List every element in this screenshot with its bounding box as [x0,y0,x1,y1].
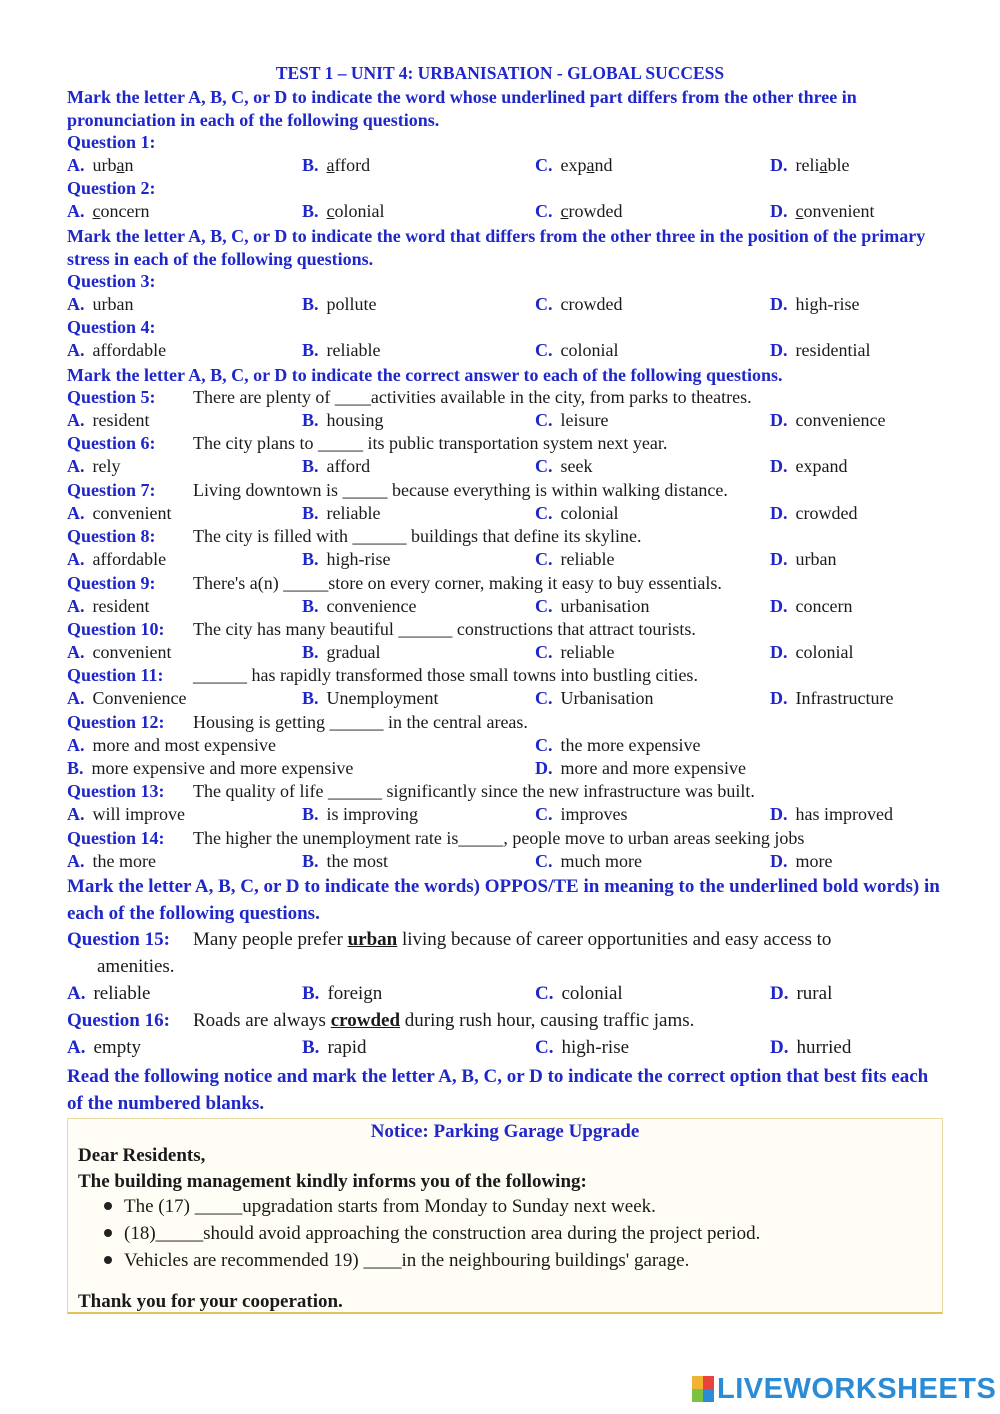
question-text: ______ has rapidly transformed those small towns into bustling cities. [193,665,698,685]
page-title: TEST 1 – UNIT 4: URBANISATION - GLOBAL SUCCESS [275,63,725,83]
question-4-options [67,340,947,363]
liveworksheets-logo [692,1374,996,1404]
option-b[interactable]: B. afford [302,155,371,175]
question-5-options [67,410,947,433]
question-text: There are plenty of ____activities available in the city, from parks to theatres. [193,387,752,407]
option-b[interactable]: B. colonial [302,201,385,221]
option-a[interactable]: A. empty [67,1037,141,1058]
question-label: Question 15: [67,929,170,950]
option-b[interactable]: B. rapid [302,1037,367,1058]
question-16 [67,1010,947,1033]
option-c[interactable]: C. crowded [535,201,623,221]
option-a[interactable]: A. concern [67,201,150,221]
option-c[interactable]: C. reliable [535,642,615,662]
option-d[interactable]: D. rural [770,983,833,1004]
question-2 [67,178,947,201]
question-5 [67,387,947,410]
question-14-options [67,851,947,874]
question-label: Question 8: [67,526,156,546]
option-d[interactable]: D. urban [770,549,837,569]
notice-box [67,1118,943,1314]
question-10 [67,619,947,642]
instruction-correct-answer: Mark the letter A, B, C, or D to indicate the correct answer to each of the following questions. [67,365,783,385]
instruction-opposite: Mark the letter A, B, C, or D to indicate the words) OPPOS/TE in meaning to the underlined bold words) in each of the following questions. [67,876,940,924]
option-a[interactable]: A. convenient [67,642,172,662]
question-label: Question 3: [67,271,156,291]
question-label: Question 16: [67,1010,170,1031]
question-3 [67,271,947,294]
question-text: The higher the unemployment rate is_____, people move to urban areas seeking jobs [193,828,805,848]
option-a[interactable]: A. resident [67,596,150,616]
option-a[interactable]: A. reliable [67,983,151,1004]
question-text: The city has many beautiful ______ constructions that attract tourists. [193,619,696,639]
question-6 [67,433,947,456]
bullet-icon [104,1229,112,1237]
question-8 [67,526,947,549]
option-b[interactable]: B. housing [302,410,384,430]
option-d[interactable]: D. crowded [770,503,858,523]
option-a[interactable]: A. resident [67,410,150,430]
question-1 [67,132,947,155]
question-9 [67,573,947,596]
option-a[interactable]: A. will improve [67,804,185,824]
underlined-word: urban [347,929,398,950]
question-15-continuation: amenities. [97,956,175,977]
option-d[interactable]: D. has improved [770,804,893,824]
question-12-options-row-2 [67,758,947,781]
option-a[interactable]: A. urban [67,294,134,314]
option-d[interactable]: D. reliable [770,155,850,175]
option-c[interactable]: C. seek [535,456,593,476]
question-4 [67,317,947,340]
instruction-stress: Mark the letter A, B, C, or D to indicate the word that differs from the other three in the position of the primary stress in each of the following questions. [67,226,926,269]
option-d[interactable]: D. concern [770,596,853,616]
option-d[interactable]: D. residential [770,340,871,360]
question-label: Question 14: [67,828,165,848]
option-d[interactable]: D. hurried [770,1037,852,1058]
option-c[interactable]: C. reliable [535,549,615,569]
notice-intro: The building management kindly informs you of the following: [78,1171,587,1192]
question-15-options [67,983,947,1006]
option-b[interactable]: B. pollute [302,294,377,314]
question-7-options [67,503,947,526]
question-11 [67,665,947,688]
option-c[interactable]: C. urbanisation [535,596,650,616]
question-label: Question 2: [67,178,156,198]
question-label: Question 9: [67,573,156,593]
notice-closing: Thank you for your cooperation. [78,1291,343,1312]
question-13 [67,781,947,804]
option-c[interactable]: C. leisure [535,410,609,430]
option-b[interactable]: B. reliable [302,340,381,360]
option-a[interactable]: A. urban [67,155,134,175]
option-d[interactable]: D. convenience [770,410,886,430]
question-label: Question 7: [67,480,156,500]
option-c[interactable]: C. much more [535,851,642,871]
question-label: Question 13: [67,781,165,801]
option-c[interactable]: C. the more expensive [535,735,701,755]
option-a[interactable]: A. rely [67,456,121,476]
question-text: Many people prefer urban living because of career opportunities and easy access to [193,929,832,950]
question-9-options [67,596,947,619]
option-d[interactable]: D. high-rise [770,294,860,314]
option-b[interactable]: B. afford [302,456,371,476]
question-label: Question 6: [67,433,156,453]
option-a[interactable]: A. the more [67,851,156,871]
option-a[interactable]: A. more and most expensive [67,735,276,755]
option-c[interactable]: C. expand [535,155,613,175]
watermark-text: LIVEWORKSHEETS [717,1372,997,1405]
question-label: Question 11: [67,665,164,685]
question-8-options [67,549,947,572]
question-label: Question 10: [67,619,165,639]
underlined-word: crowded [330,1010,401,1031]
option-d[interactable]: D. more [770,851,833,871]
question-12-options-row-1 [67,735,947,758]
option-a[interactable]: A. affordable [67,549,167,569]
option-d[interactable]: D. colonial [770,642,854,662]
notice-bullet-18: (18)_____should avoid approaching the construction area during the project period. [104,1223,760,1245]
question-15 [67,929,947,952]
bullet-icon [104,1256,112,1264]
notice-title: Notice: Parking Garage Upgrade [370,1121,640,1142]
question-10-options [67,642,947,665]
option-b[interactable]: B. foreign [302,983,383,1004]
option-b[interactable]: B. reliable [302,503,381,523]
question-13-options [67,804,947,827]
question-label: Question 1: [67,132,156,152]
option-c[interactable]: C. colonial [535,983,623,1004]
question-7 [67,480,947,503]
question-12 [67,712,947,735]
question-text: The city is filled with ______ buildings that define its skyline. [193,526,642,546]
instruction-pronunciation: Mark the letter A, B, C, or D to indicate the word whose underlined part differs from the other three in pronunciation in each of the following questions. [67,87,857,130]
option-b[interactable]: B. gradual [302,642,381,662]
option-c[interactable]: C. colonial [535,503,619,523]
question-16-options [67,1037,947,1060]
option-b[interactable]: B. the most [302,851,389,871]
option-d[interactable]: D. more and more expensive [535,758,746,778]
option-c[interactable]: C. improves [535,804,628,824]
option-a[interactable]: A. Convenience [67,688,187,708]
option-d[interactable]: D. Infrastructure [770,688,894,708]
question-text: Housing is getting ______ in the central areas. [193,712,528,732]
option-b[interactable]: B. is improving [302,804,419,824]
bullet-icon [104,1202,112,1210]
option-c[interactable]: C. high-rise [535,1037,630,1058]
instruction-notice: Read the following notice and mark the letter A, B, C, or D to indicate the correct option that best fits each of the numbered blanks. [67,1066,929,1114]
question-3-options [67,294,947,317]
question-text: The quality of life ______ significantly since the new infrastructure was built. [193,781,755,801]
notice-greeting: Dear Residents, [78,1145,206,1166]
question-6-options [67,456,947,479]
option-a[interactable]: A. affordable [67,340,167,360]
notice-bullet-19: Vehicles are recommended 19) ____in the neighbouring buildings' garage. [104,1250,689,1272]
question-text: The city plans to _____ its public transportation system next year. [193,433,668,453]
question-text: Living downtown is _____ because everything is within walking distance. [193,480,728,500]
option-c[interactable]: C. crowded [535,294,623,314]
option-b[interactable]: B. high-rise [302,549,391,569]
option-c[interactable]: C. Urbanisation [535,688,654,708]
question-label: Question 12: [67,712,165,732]
option-d[interactable]: D. expand [770,456,848,476]
question-1-options [67,155,947,178]
question-text: There's a(n) _____store on every corner, making it easy to buy essentials. [193,573,722,593]
option-d[interactable]: D. convenient [770,201,875,221]
liveworksheets-logo-icon [692,1376,714,1402]
option-a[interactable]: A. convenient [67,503,172,523]
question-14 [67,828,947,851]
question-label: Question 5: [67,387,156,407]
question-text: Roads are always crowded during rush hour, causing traffic jams. [193,1010,695,1031]
option-b[interactable]: B. more expensive and more expensive [67,758,354,778]
question-label: Question 4: [67,317,156,337]
option-b[interactable]: B. convenience [302,596,417,616]
question-2-options [67,201,947,224]
notice-bullet-17: The (17) _____upgradation starts from Monday to Sunday next week. [104,1196,656,1218]
option-b[interactable]: B. Unemployment [302,688,439,708]
question-11-options [67,688,947,711]
option-c[interactable]: C. colonial [535,340,619,360]
